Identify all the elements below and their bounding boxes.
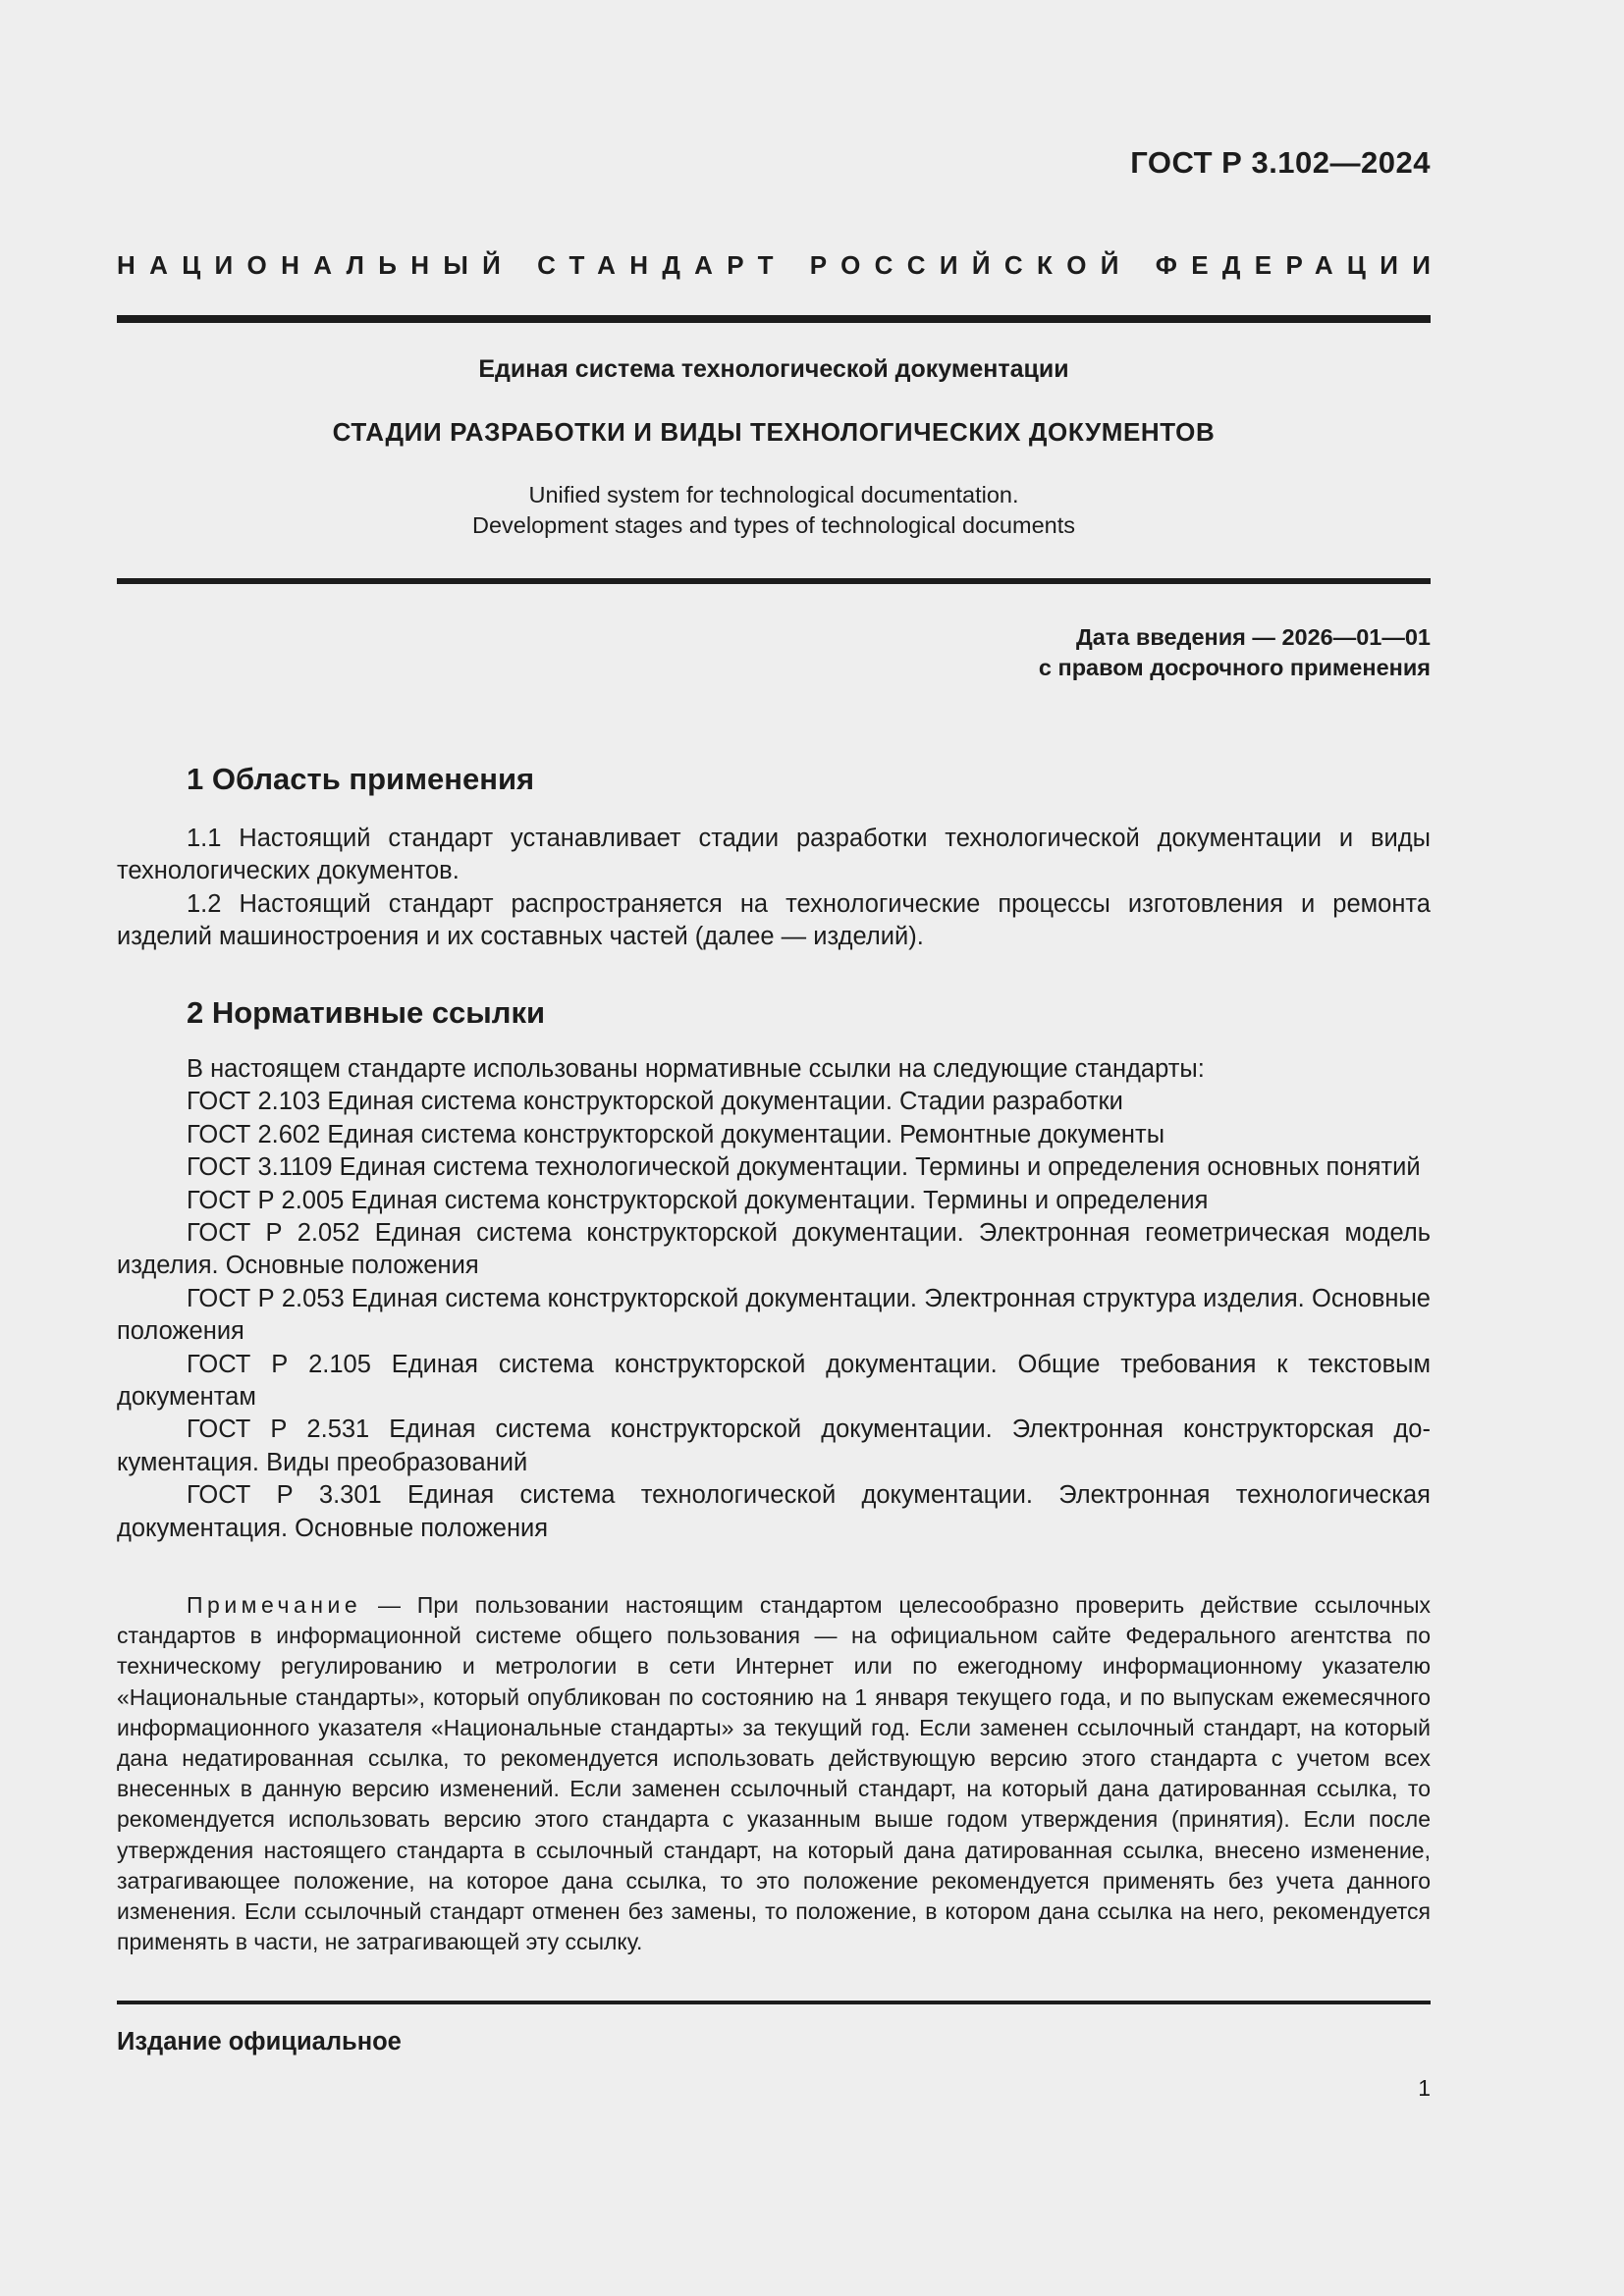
document-title: СТАДИИ РАЗРАБОТКИ И ВИДЫ ТЕХНОЛОГИЧЕСКИХ ДОКУМЕНТОВ [332, 417, 1216, 447]
references-intro: В настоящем стандарте использованы нормативные ссылки на следующие стандарты: [187, 1055, 1205, 1083]
section-2-heading: 2 Нормативные ссылки [187, 995, 546, 1030]
national-standard-word: ФЕДЕРАЦИИ [1155, 250, 1445, 280]
header-rule-bottom [117, 578, 1431, 584]
system-name: Единая система технологической документации [478, 355, 1069, 383]
official-edition-label: Издание официальное [117, 2028, 402, 2056]
note-label: Примечание [187, 1592, 362, 1618]
english-title [117, 480, 1431, 541]
page-number: 1 [1418, 2075, 1431, 2101]
section-2-body [117, 1053, 1431, 1545]
references-note [117, 1590, 1431, 1957]
early-application-line: с правом досрочного применения [1038, 655, 1431, 680]
reference-item: ГОСТ Р 2.005 Единая система конструкторской документации. Термины и определения [187, 1186, 1209, 1214]
english-title-line-2: Development stages and types of technological documents [472, 512, 1075, 538]
reference-item: ГОСТ Р 2.531 Единая система конструкторской документации. Электронная конструкторская документация. Виды преобразований [117, 1415, 1431, 1476]
reference-item: ГОСТ Р 3.301 Единая система технологической документации. Электронная технологическая документация. Основные положения [117, 1481, 1431, 1542]
reference-item: ГОСТ 2.602 Единая система конструкторской документации. Ремонтные документы [187, 1120, 1165, 1148]
reference-item: ГОСТ 3.1109 Единая система технологической документации. Термины и определения основных понятий [187, 1153, 1421, 1182]
section-1-heading: 1 Область применения [187, 762, 535, 796]
document-number: ГОСТ Р 3.102—2024 [1130, 145, 1431, 180]
national-standard-word: РОССИЙСКОЙ [809, 250, 1133, 280]
introduction-date-line: Дата введения — 2026—01—01 [1075, 624, 1431, 650]
reference-item: ГОСТ Р 2.105 Единая система конструкторской документации. Общие требования к текстовым документам [117, 1350, 1431, 1412]
english-title-line-1: Unified system for technological documentation. [528, 482, 1019, 507]
reference-item: ГОСТ Р 2.052 Единая система конструкторской документации. Электронная геометрическая модель изделия. Основные положения [117, 1219, 1431, 1280]
section-1-body [117, 823, 1431, 954]
paragraph-1-1: 1.1 Настоящий стандарт устанавливает стадии разработки технологической документации и виды технологических документов. [117, 825, 1431, 885]
paragraph-1-2: 1.2 Настоящий стандарт распространяется на технологические процессы изготовления и ремонта изделий машиностроения и их составных частей (далее — изделий). [117, 889, 1431, 951]
national-standard-heading [117, 250, 1445, 281]
header-rule-top [117, 315, 1431, 323]
footer-rule [117, 2001, 1431, 2004]
national-standard-word: СТАНДАРТ [537, 250, 787, 280]
national-standard-word: НАЦИОНАЛЬНЫЙ [117, 250, 515, 280]
note-text: — При пользовании настоящим стандартом целесообразно проверить действие ссылочных стандартов в информационной системе общего пользования — на официальном сайте Федерального агентства по техническому регулированию и метрологии в сети Интернет или по ежегодному информационному указателю «Национальные стандарты», который опубликован по состоянию на 1 января текущего года, и по выпускам ежемесячного информационного указателя «Национальные стандарты» за текущий год. Если заменен ссылочный стандарт, на который дана недатированная ссылка, то рекомендуется использовать действующую версию этого стандарта с учетом всех внесенных в данную версию изменений. Если заменен ссылочный стандарт, на который дана датированная ссылка, то рекомендуется использовать версию этого стандарта с указанным выше годом утверждения (принятия). Если после утверждения настоящего стандарта в ссылочный стандарт, на который дана датированная ссылка, внесено изменение, затрагивающее положение, на которое дана ссылка, то это положение рекомендуется применять без учета данного изменения. Если ссылочный стандарт отменен без замены, то положение, в котором дана ссылка на него, рекомендуется применять в части, не затрагивающей эту ссылку. [117, 1592, 1431, 1955]
reference-item: ГОСТ Р 2.053 Единая система конструкторской документации. Электронная структура изделия. Основные положения [117, 1284, 1431, 1346]
introduction-date [1039, 622, 1431, 683]
reference-item: ГОСТ 2.103 Единая система конструкторской документации. Стадии разработки [187, 1088, 1123, 1116]
